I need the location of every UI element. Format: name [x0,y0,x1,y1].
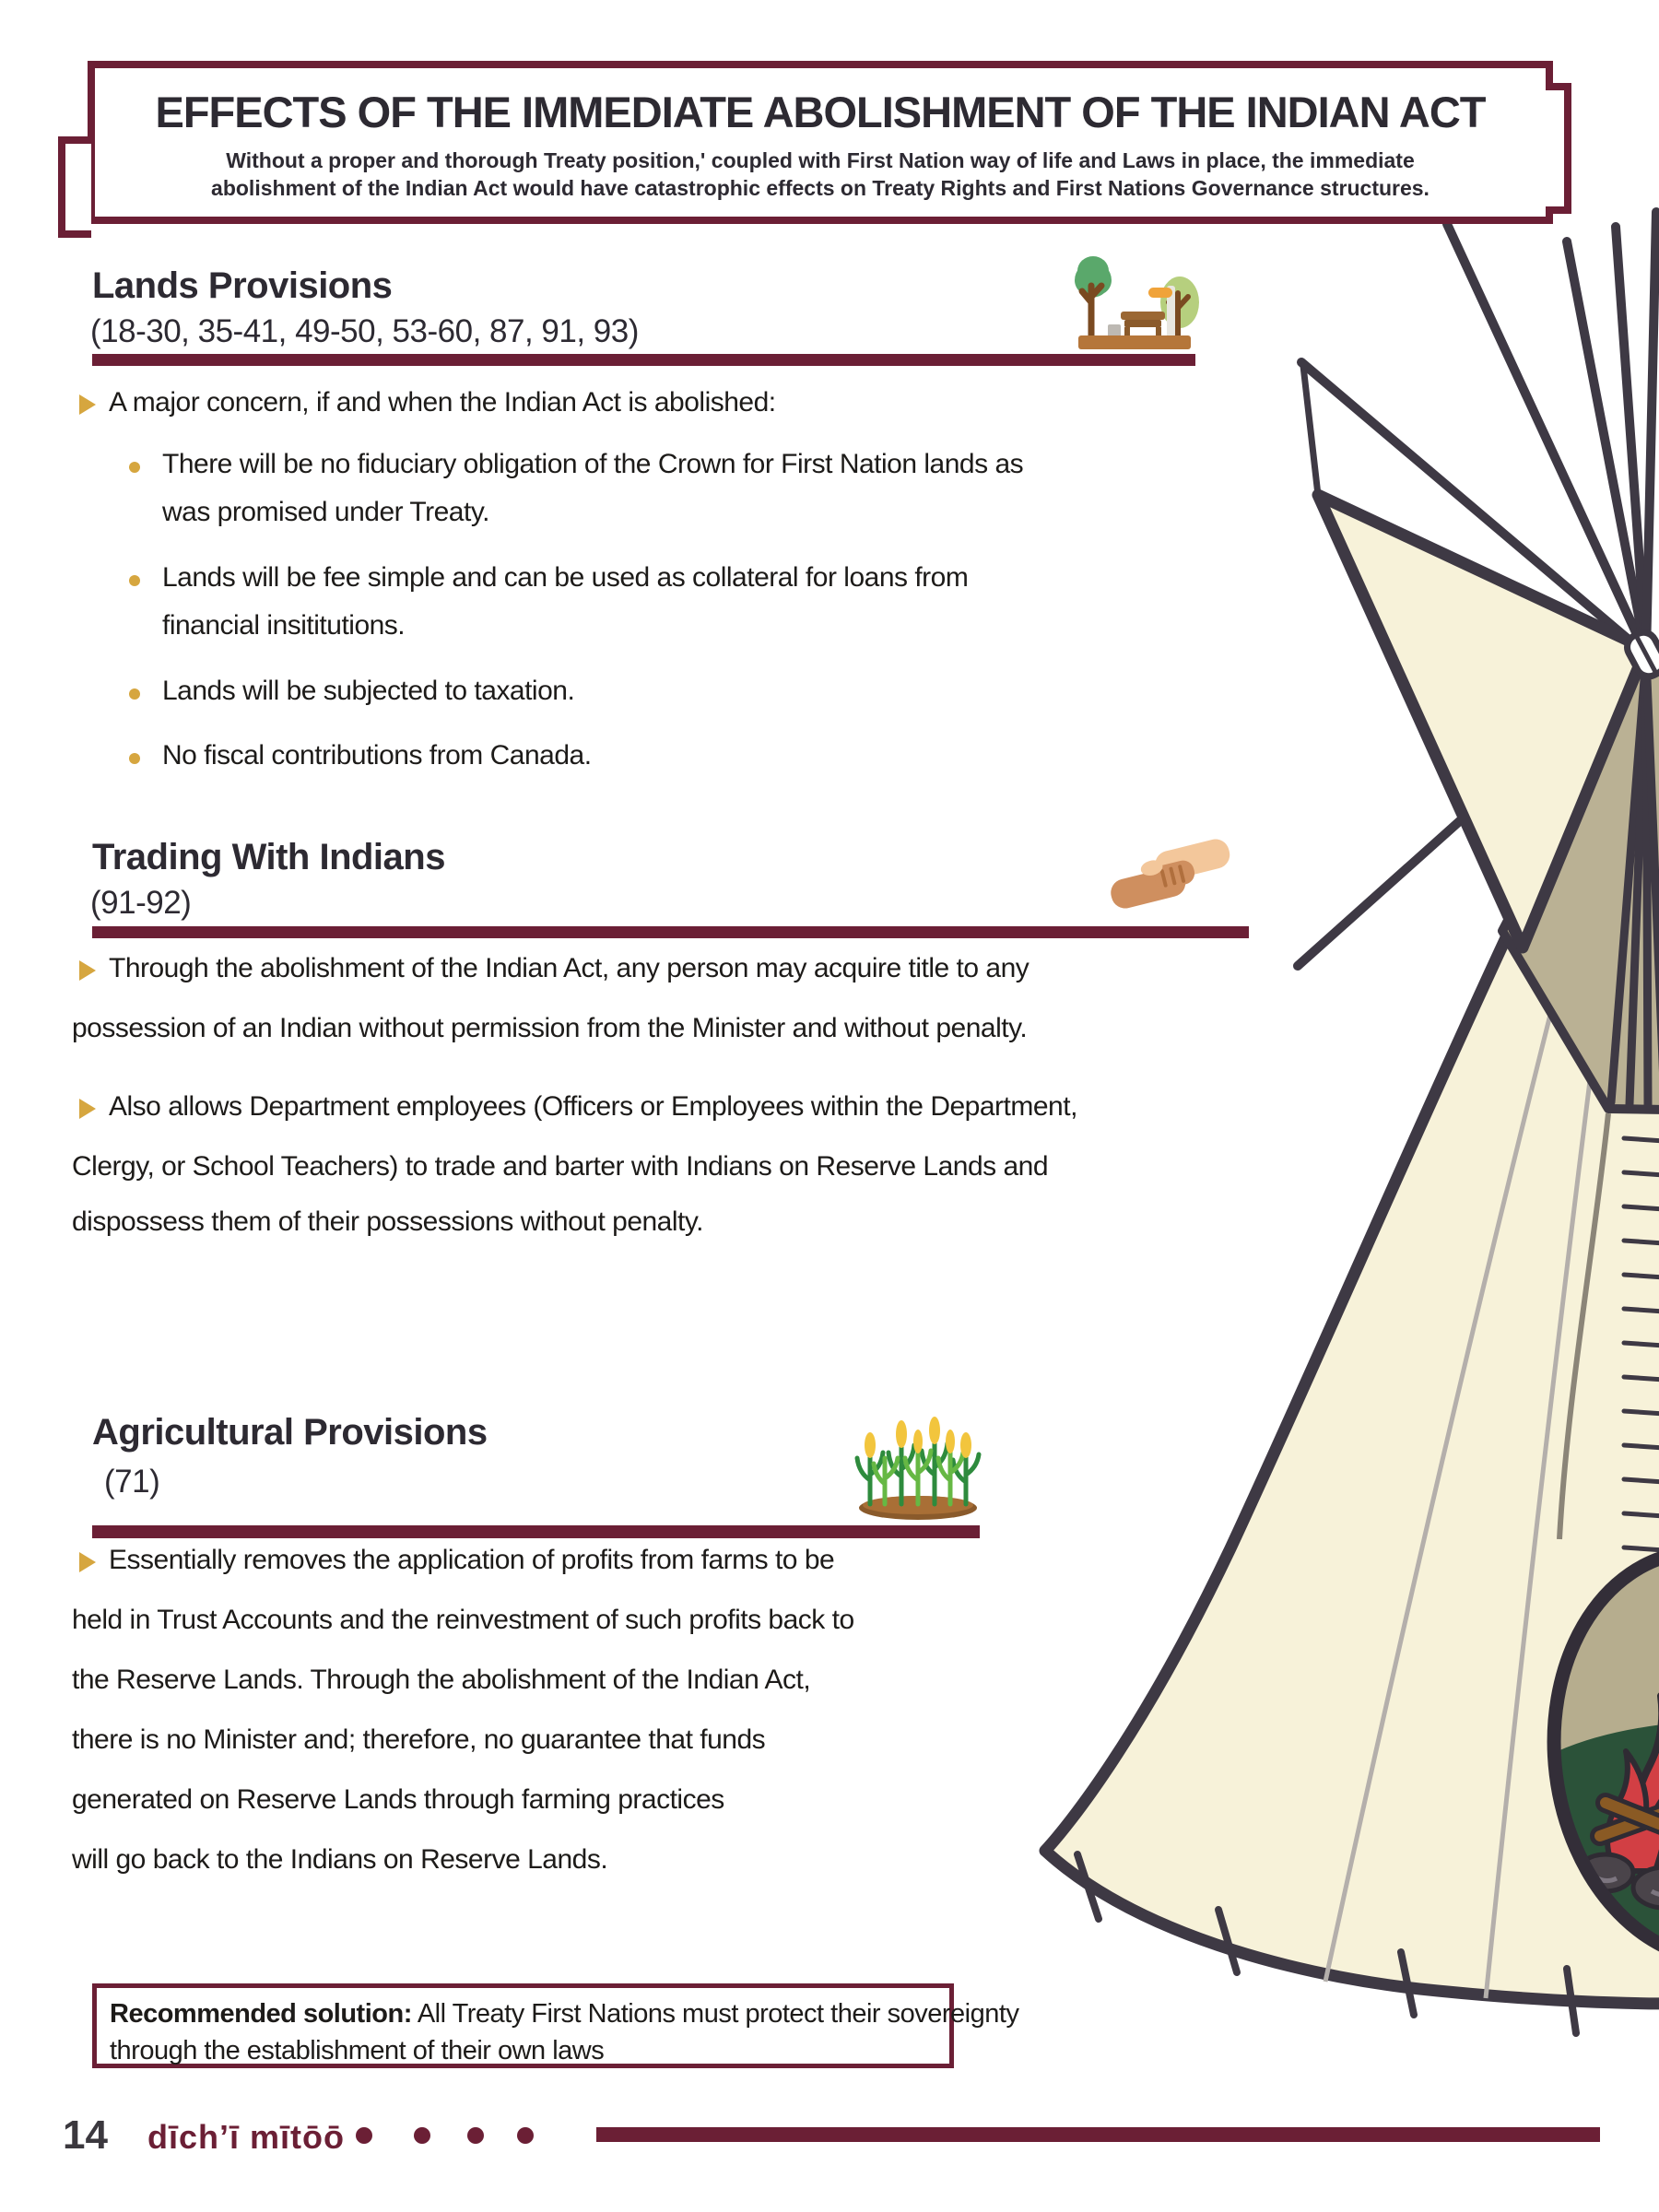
trading-heading: Trading With Indians [92,837,445,877]
arrow-bullet-icon [79,1552,96,1572]
agricultural-paragraph-line: the Reserve Lands. Through the abolishment of the Indian Act, [72,1665,811,1695]
agricultural-paragraph-line: generated on Reserve Lands through farming practices [72,1784,724,1815]
recommendation-text: All Treaty First Nations must protect their sovereignty [411,1999,1019,2029]
handshake-icon [1106,832,1235,917]
agricultural-paragraph-line: held in Trust Accounts and the reinvestment of such profits back to [72,1605,854,1635]
trading-paragraph-line: Through the abolishment of the Indian Act, any person may acquire title to any [109,953,1030,983]
header-bracket-right-icon [1546,83,1571,214]
agricultural-rule [92,1525,980,1538]
trading-paragraph-line: Also allows Department employees (Officers or Employees within the Department, [109,1091,1077,1122]
recommendation-label: Recommended solution: [110,1999,412,2029]
trading-paragraph-line: Clergy, or School Teachers) to trade and barter with Indians on Reserve Lands and [72,1151,1049,1182]
agricultural-heading: Agricultural Provisions [92,1412,488,1453]
recommendation-line1 [110,1995,1019,2032]
footer-dot-icon [356,2127,372,2144]
footer-brand: dīch’ī mītōō [147,2118,345,2156]
lands-bullet-line: Lands will be subjected to taxation. [162,676,575,706]
arrow-bullet-icon [79,394,96,415]
footer-dot-icon [517,2127,534,2144]
footer-dot-icon [414,2127,430,2144]
arrow-bullet-icon [79,960,96,981]
bullet-dot-icon [129,688,140,700]
lands-bullet-line: There will be no fiduciary obligation of the Crown for First Nation lands as [162,449,1024,479]
arrow-bullet-icon [79,1099,96,1119]
lands-rule [92,354,1195,366]
agricultural-paragraph-line: there is no Minister and; therefore, no guarantee that funds [72,1724,766,1755]
bullet-dot-icon [129,462,140,473]
header-box [88,61,1553,224]
page-subtitle [95,147,1546,202]
header-bracket-left-icon [58,136,91,238]
park-trees-bench-icon [1067,245,1201,358]
corn-crops-icon [853,1403,982,1521]
trading-paragraph-line: dispossess them of their possessions without penalty. [72,1206,703,1237]
footer-dot-icon [467,2127,484,2144]
lands-bullet-line: was promised under Treaty. [162,497,489,527]
agricultural-citation: (71) [104,1464,160,1500]
agricultural-paragraph-line: will go back to the Indians on Reserve Lands. [72,1844,608,1875]
recommendation-box [92,1983,1019,2068]
lands-heading: Lands Provisions [92,265,393,306]
bullet-dot-icon [129,575,140,586]
page-subtitle-line1: Without a proper and thorough Treaty position,' coupled with First Nation way of life and Laws in place, the immediate [226,148,1415,172]
page-subtitle-line2: abolishment of the Indian Act would have catastrophic effects on Treaty Rights and First Nations Governance structures. [211,176,1430,200]
trading-paragraph-line: possession of an Indian without permission from the Minister and without penalty. [72,1013,1028,1043]
footer-bar [596,2127,1600,2142]
page-title: EFFECTS OF THE IMMEDIATE ABOLISHMENT OF THE INDIAN ACT [155,88,1486,136]
lands-intro: A major concern, if and when the Indian Act is abolished: [109,387,776,418]
agricultural-paragraph-line: Essentially removes the application of profits from farms to be [109,1545,835,1575]
lands-bullet-line: Lands will be fee simple and can be used as collateral for loans from [162,562,969,593]
lands-bullet-line: financial insititutions. [162,610,406,641]
page-number: 14 [63,2112,108,2158]
trading-citation: (91-92) [90,885,192,921]
recommendation-line2: through the establishment of their own laws [110,2036,605,2065]
trading-rule [92,926,1249,938]
bullet-dot-icon [129,753,140,764]
lands-citation: (18-30, 35-41, 49-50, 53-60, 87, 91, 93) [90,313,639,349]
lands-bullet-line: No fiscal contributions from Canada. [162,740,592,771]
